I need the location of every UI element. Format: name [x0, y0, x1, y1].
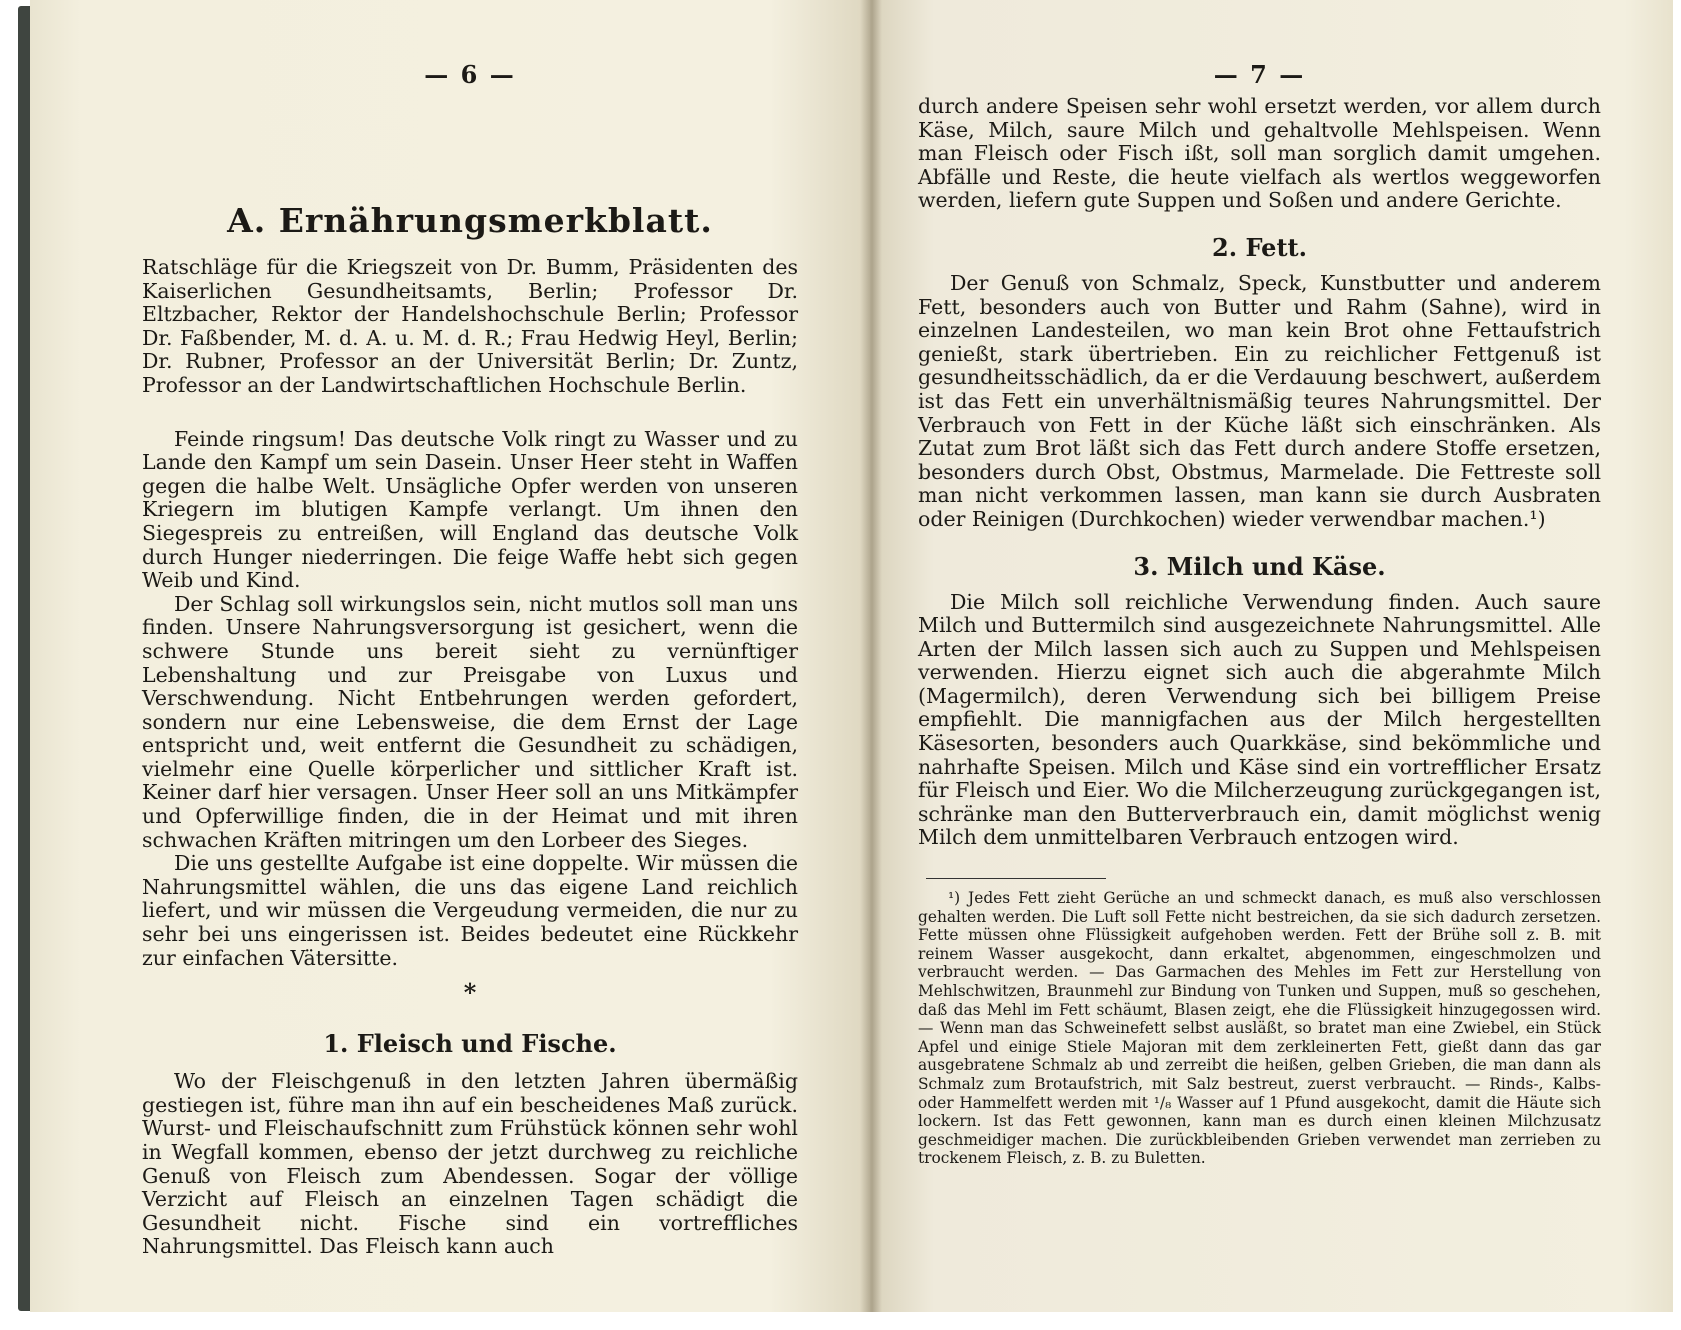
paragraph: Feinde ringsum! Das deutsche Volk ringt zu Wasser und zu Lande den Kampf um sein Dasein. Unser Heer steht in Waffen gegen die halbe Welt. Unsägliche Opfer werden von unseren Kriegern im blutigen Kampfe verlangt. Um ihnen den Siegespreis zu entreißen, will England das deutsche Volk durch Hunger niederringen. Die feige Waffe hebt sich gegen Weib und Kind.	[142, 426, 798, 593]
paragraph: Wo der Fleischgenuß in den letzten Jahren übermäßig gestiegen ist, führe man ihn auf ein bescheidenes Maß zurück. Wurst- und Fleischaufschnitt zum Frühstück können sehr wohl in Wegfall kommen, ebenso der jetzt durchweg zu reichliche Genuß von Fleisch zum Abendessen. Sogar der völlige Verzicht auf Fleisch an einzelnen Tagen schädigt die Gesundheit nicht. Fische sind ein vortreffliches Nahrungsmittel. Das Fleisch kann auch	[142, 1069, 798, 1259]
page-number: — 7 —	[1213, 60, 1306, 89]
page-title: A. Ernährungsmerkblatt.	[227, 201, 713, 240]
section-body	[918, 272, 1601, 532]
continuation-text	[918, 95, 1601, 213]
section-separator: *	[463, 978, 477, 1008]
paragraph: Die uns gestellte Aufgabe ist eine doppelte. Wir müssen die Nahrungsmittel wählen, die uns das eigene Land reichlich liefert, und wir müssen die Vergeudung vermeiden, die nur zu sehr bei uns eingerissen ist. Beides bedeutet eine Rückkehr zur einfachen Vätersitte.	[142, 851, 798, 970]
section-body	[918, 591, 1601, 851]
section-heading: 3. Milch und Käse.	[1133, 551, 1386, 581]
page-number: — 6 —	[424, 60, 516, 89]
paragraph: Der Schlag soll wirkungslos sein, nicht mutlos soll man uns finden. Unsere Nahrungsversorgung ist gesichert, wenn die schwere Stunde uns bereit sieht zu vernünftiger Lebenshaltung und zur Preisgabe von Luxus und Verschwendung. Nicht Entbehrungen werden gefordert, sondern nur eine Lebensweise, die dem Ernst der Lage entspricht und, weit entfernt die Gesundheit zu schädigen, vielmehr eine Quelle körperlicher und sittlicher Kraft ist. Keiner darf hier versagen. Unser Heer soll an uns Mitkämpfer und Opferwillige finden, die in der Heimat und mit ihren schwachen Kräften mitringen um den Lorbeer des Sieges.	[142, 591, 798, 852]
section-heading: 1. Fleisch und Fische.	[323, 1029, 617, 1059]
section-heading: 2. Fett.	[1212, 232, 1307, 262]
authors-paragraph: Ratschläge für die Kriegszeit von Dr. Bumm, Präsidenten des Kaiserlichen Gesundheitsamts, Berlin; Professor Dr. Eltzbacher, Rektor der Handelshochschule Berlin; Professor Dr. Faßbender, M. d. A. u. M. d. R.; Frau Hedwig Heyl, Berlin; Dr. Rubner, Professor an der Universität Berlin; Dr. Zuntz, Professor an der Landwirtschaftlichen Hochschule Berlin.	[142, 255, 798, 397]
book-gutter	[860, 0, 882, 1312]
paragraph: Der Genuß von Schmalz, Speck, Kunstbutter und anderem Fett, besonders auch von Butter und Rahm (Sahne), wird in einzelnen Landesteilen, wo man kein Brot ohne Fettaufstrich genießt, stark übertrieben. Ein zu reichlicher Fettgenuß ist gesundheitsschädlich, da er die Verdauung beschwert, außerdem ist das Fett ein unverhältnismäßig teures Nahrungsmittel. Der Verbrauch von Fett in der Küche läßt sich einschränken. Als Zutat zum Brot läßt sich das Fett durch andere Stoffe ersetzen, besonders durch Obst, Obstmus, Marmelade. Die Fettreste soll man nicht verkommen lassen, man kann sie durch Ausbraten oder Reinigen (Durchkochen) wieder verwendbar machen.¹)	[918, 270, 1601, 531]
right-page	[870, 0, 1673, 1312]
section-body	[142, 1070, 798, 1259]
paragraph: durch andere Speisen sehr wohl ersetzt werden, vor allem durch Käse, Milch, saure Milch und gehaltvolle Mehlspeisen. Wenn man Fleisch oder Fisch ißt, soll man sorglich damit umgehen. Abfälle und Reste, die heute vielfach als wertlos weggeworfen werden, liefern gute Suppen und Soßen und andere Gerichte.	[918, 94, 1601, 213]
intro-text	[142, 428, 798, 971]
left-page	[30, 0, 870, 1312]
footnote-rule	[926, 878, 1106, 879]
paragraph: Die Milch soll reichliche Verwendung finden. Auch saure Milch und Buttermilch sind ausgezeichnete Nahrungsmittel. Alle Arten der Milch lassen sich auch zu Suppen und Mehlspeisen verwenden. Hierzu eignet sich auch die abgerahmte Milch (Magermilch), deren Verwendung sich bei billigem Preise empfiehlt. Die mannigfachen aus der Milch hergestellten Käsesorten, besonders auch Quarkkäse, sind bekömmliche und nahrhafte Speisen. Milch und Käse sind ein vortrefflicher Ersatz für Fleisch und Eier. Wo die Milcherzeugung zurückgegangen ist, schränke man den Butterverbrauch ein, damit möglichst wenig Milch dem unmittelbaren Verbrauch entzogen wird.	[918, 589, 1601, 850]
footnote: ¹) Jedes Fett zieht Gerüche an und schmeckt danach, es muß also verschlossen gehalten werden. Die Luft soll Fette nicht bestreichen, da sie sich dadurch zersetzen. Fette müssen ohne Flüssigkeit aufgehoben werden. Fett der Brühe soll z. B. mit reinem Wasser ausgekocht, dann erkaltet, abgenommen, eingeschmolzen und verbraucht werden. — Das Garmachen des Mehles im Fett zur Herstellung von Mehlschwitzen, Braunmehl zur Bindung von Tunken und Suppen, muß so geschehen, daß das Mehl im Fett schäumt, Blasen zeigt, ehe die Flüssigkeit hinzugegossen wird. — Wenn man das Schweinefett selbst ausläßt, so bratet man eine Zwiebel, ein Stück Apfel und einige Stiele Majoran mit dem zerkleinerten Fett, gießt dann das gar ausgebratene Schmalz ab und zerreibt die heißen, gelben Grieben, die man dann als Schmalz zum Brotaufstrich, mit Salz bestreut, zuerst verbraucht. — Rinds-, Kalbs- oder Hammelfett werden mit ¹/₈ Wasser auf 1 Pfund ausgekocht, damit die Häute sich lockern. Ist das Fett gewonnen, kann man es durch einen kleinen Milchzusatz geschmeidiger machen. Die zurückbleibenden Grieben verwendet man zerrieben zu trockenem Fleisch, z. B. zu Buletten.	[918, 889, 1601, 1168]
